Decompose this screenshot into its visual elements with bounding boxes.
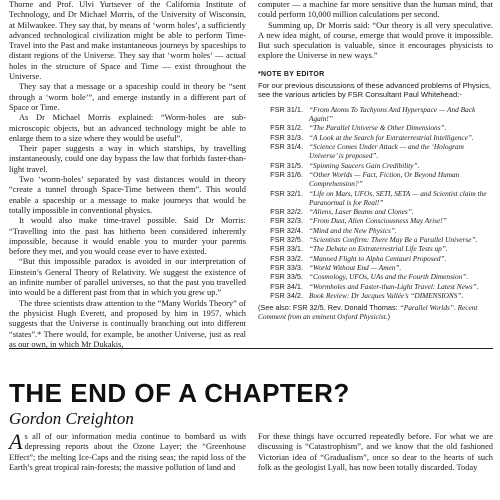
- reference-code: FSR 32/4.: [270, 225, 303, 235]
- reference-item: [258, 235, 493, 244]
- reference-code: FSR 31/5.: [270, 160, 303, 170]
- article-left-column: [9, 0, 246, 350]
- article-right-column: [258, 0, 493, 322]
- reference-code: FSR 34/2.: [270, 290, 303, 300]
- reference-title: Book Review: Dr Jacques Vallée’s “DIMENSIONS”.: [309, 290, 464, 300]
- reference-title: “The Debate on Extraterrestrial Life Tests up”.: [309, 244, 448, 254]
- paragraph: The three scientists draw attention to the “Many Worlds Theory” of the physicist Hugh Everett, and proposed by him in 1957, which suggests that the Universe is continually branching out into different “states”.* There would, for example, be another Universe, just as real as our own, in which Mr Dukakis,: [9, 298, 246, 349]
- reference-code: FSR 31/6.: [270, 169, 303, 179]
- paragraph: As Dr Michael Morris explained: “Worm-holes are sub-microscopic objects, but an advanced technology might be able to enlarge them to a size where they would be useful”.: [9, 113, 246, 143]
- reference-title: “From Atoms To Tachyons And Hyperspace — And Back Again!”: [309, 104, 476, 124]
- reference-item: [258, 244, 493, 253]
- reference-item: [258, 161, 493, 170]
- reference-title: “A Look at the Search for Extraterrestrial Intelligence”.: [309, 132, 474, 142]
- reference-code: FSR 32/1.: [270, 188, 303, 198]
- reference-code: FSR 31/3.: [270, 132, 303, 142]
- reference-code: FSR 33/5.: [270, 272, 303, 282]
- reference-code: FSR 31/1.: [270, 104, 303, 114]
- reference-code: FSR 32/2.: [270, 207, 303, 217]
- author-byline: Gordon Creighton: [9, 409, 134, 428]
- reference-title: “Science Comes Under Attack — and the ‘Hologram Universe’ is proposed”.: [309, 142, 464, 161]
- section-divider: [9, 348, 493, 349]
- reference-title: “Spinning Saucers Gain Credibility”.: [309, 160, 420, 170]
- reference-item: [258, 272, 493, 281]
- reference-code: FSR 31/2.: [270, 123, 303, 133]
- reference-code: FSR 34/1.: [270, 281, 303, 291]
- reference-item: [258, 105, 493, 124]
- paragraph: Summing up, Dr Morris said: “Our theory is all very speculative. A new idea might, of course, emerge that would prove it impossible. But such speculation is valuable, since it encourages physicists to explore the Universe in new ways.”: [258, 20, 493, 61]
- drop-cap: A: [9, 429, 23, 454]
- reference-title: “From Dust, Alien Consciousness May Arise!”: [309, 216, 447, 226]
- paragraph: Their paper suggests a way in which starships, by travelling instantaneously, could one day bypass the law that forbids faster-than-light travel.: [9, 144, 246, 174]
- see-also-note: (See also: FSR 32/5. Rev. Donald Thomas: “Parallel Worlds”. Recent Comment from an eminent Oxford Physicist.): [258, 303, 478, 322]
- reference-title: “Wormholes and Faster-than-Light Travel: Latest News”.: [309, 281, 479, 291]
- reference-code: FSR 32/5.: [270, 235, 303, 245]
- reference-item: [258, 291, 493, 300]
- reference-item: [258, 282, 493, 291]
- next-article-right-text: For these things have occurred repeatedly before. For what we are discussing is “Catastrophism”, and we know that the old fashioned Victorian idea of “Gradualism”, once so dear to the hearts of such folk as the geologist Lyall, has now been totally discarded. Today: [258, 432, 493, 472]
- paragraph: “But this impossible paradox is avoided in our interpretation of Einstein’s General Theory of Relativity. We suggest the existence of an infinite number of parallel universes, so that the past you travelled into would be a different past from that in which you grew up.”: [9, 257, 246, 298]
- article-headline: THE END OF A CHAPTER?: [9, 378, 350, 408]
- reference-title: “Mind and the New Physics”.: [309, 225, 397, 235]
- reference-title: “Aliens, Laser Beams and Clones”.: [309, 207, 414, 217]
- reference-item: [258, 133, 493, 142]
- paragraph: They say that a message or a spaceship could in theory be “sent through a ‘worm hole’”, and emerge instantly in a different part of Space or Time.: [9, 82, 246, 112]
- reference-item: [258, 207, 493, 216]
- reference-title: “Life on Mars, UFOs, SETI, SETA — and Scientist claim the Paranormal is for Real!”: [309, 188, 487, 207]
- reference-item: [258, 170, 493, 189]
- reference-code: FSR 31/4.: [270, 142, 303, 152]
- reference-code: FSR 33/1.: [270, 244, 303, 254]
- editor-note-heading: *NOTE BY EDITOR: [258, 70, 325, 78]
- reference-item: [258, 142, 493, 161]
- reference-title: “The Parallel Universe & Other Dimensions”.: [309, 123, 447, 133]
- reference-title: “Scientists Confirm: There May Be a Parallel Universe”.: [309, 235, 478, 245]
- paragraph: It would also make time-travel possible. Said Dr Morris: “Travelling into the past has hitherto been considered inherently impossible, because it would enable you to murder your parents before they met, and you would cease ever to have existed.: [9, 216, 246, 257]
- reference-code: FSR 33/3.: [270, 262, 303, 272]
- paragraph: Two ‘worm-holes’ separated by vast distances would in theory “create a tunnel through Space-Time between them”. This would enable a spaceship or a message to make journeys that would be totally impossible in conventional physics.: [9, 175, 246, 215]
- paragraph: computer — a machine far more sensitive than the human mind, that could perform 10,000 million calculations per second.: [258, 0, 493, 20]
- reference-code: FSR 33/2.: [270, 253, 303, 263]
- reference-list: [258, 105, 493, 300]
- reference-title: “Cosmology, UFOs, UAs and the Fourth Dimension”.: [309, 272, 469, 282]
- reference-item: [258, 263, 493, 272]
- reference-item: [258, 123, 493, 132]
- reference-title: “World Without End — Amen”.: [309, 262, 402, 272]
- reference-title: “Other Worlds — Fact, Fiction, Or Beyond Human Comprehension?”: [309, 169, 460, 189]
- reference-item: [258, 189, 493, 208]
- editor-note-intro: For our previous discussions of these advanced problems of Physics, see the various articles by FSR Consultant Paul Whitehead:-: [258, 81, 491, 100]
- reference-item: [258, 216, 493, 225]
- reference-code: FSR 32/3.: [270, 216, 303, 226]
- reference-item: [258, 226, 493, 235]
- paragraph: Thorne and Prof. Ulvi Yurtsever of the California Institute of Technology, and Dr Michael Morris, of the University of Wisconsin, at Milwaukee. They say that, by means of ‘worm holes’, a sufficiently advanced technological civilization might be able to perform Time-Travel into the Past and make instantaneous journeys by spaceships to distant regions of the Universe. They say that ‘worm holes’ — actual holes in the structure of Space and Time — exist throughout the Universe.: [9, 0, 246, 82]
- reference-item: [258, 254, 493, 263]
- reference-title: “Manned Flight to Alpha Centauri Proposed”.: [309, 253, 447, 263]
- next-article-left-text: As all of our information media continue to bombard us with depressing reports about the Ozone Layer; the “Greenhouse Effect”; the melting Ice-Caps and the rising seas; the rapid loss of the Earth’s great tropical rain-forests; the massive pollution of land and: [9, 429, 246, 472]
